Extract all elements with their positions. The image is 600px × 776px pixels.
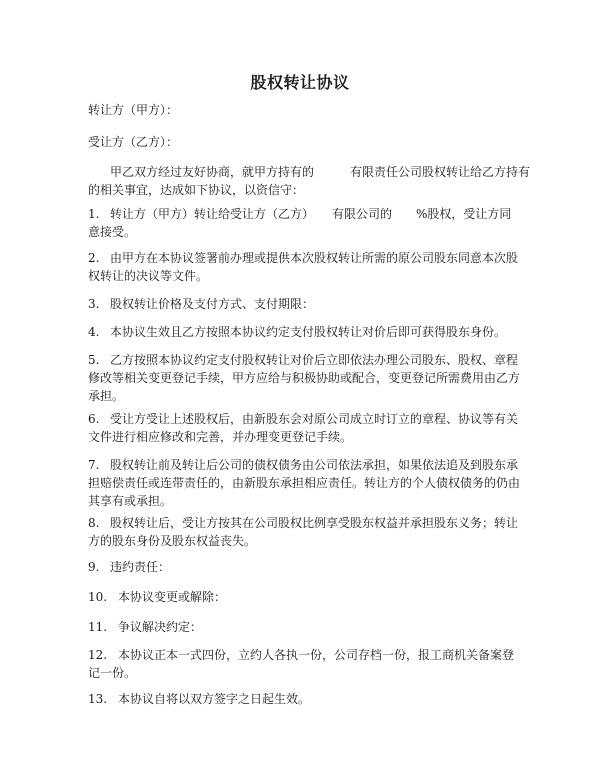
clause-number: 5. (88, 353, 100, 367)
clause-text: 违约责任： (110, 560, 171, 574)
clause-text: 本协议生效且乙方按照本协议约定支付股权转让对价后即可获得股东身份。 (110, 325, 507, 339)
clause-text: 权转让的决议等文件。 (88, 269, 209, 283)
clause-text: 记一份。 (88, 666, 137, 680)
clause-number: 10. (88, 590, 108, 604)
clause-text: 转让方（甲方）转让给受让方（乙方） 有限公司的 %股权，受让方同 (110, 207, 512, 221)
intro-paragraph (88, 163, 531, 199)
clause-text: 本协议变更或解除： (118, 590, 227, 604)
clause-number: 12. (88, 648, 108, 662)
clause-number: 8. (88, 516, 100, 530)
transferee-label: 受让方（乙方）： (88, 135, 179, 149)
clause-5 (88, 351, 521, 405)
clause-2 (88, 249, 518, 285)
transferor-label: 转让方（甲方）： (88, 103, 179, 117)
clause-4 (88, 323, 518, 341)
clause-number: 3. (88, 297, 100, 311)
clause-number: 6. (88, 412, 100, 426)
clause-text: 其享有或承担。 (88, 494, 173, 508)
intro-line-2: 的相关事宜，达成如下协议，以资信守： (88, 183, 305, 197)
clause-text: 本协议正本一式四份，立约人各执一份，公司存档一份，报工商机关备案登 (118, 648, 515, 662)
clause-text: 争议解决约定： (118, 620, 203, 634)
clause-text: 股权转让前及转让后公司的债权债务由公司依法承担，如果依法追及到股东承 (110, 458, 519, 472)
clause-number: 9. (88, 560, 100, 574)
clause-6 (88, 410, 518, 446)
clause-text: 本协议自将以双方签字之日起生效。 (118, 692, 311, 706)
document-title: 股权转让协议 (250, 73, 350, 92)
clause-10 (88, 588, 518, 606)
clause-number: 4. (88, 325, 100, 339)
clause-8 (88, 514, 518, 550)
clause-number: 2. (88, 251, 100, 265)
clause-11 (88, 618, 518, 636)
clause-text: 股权转让价格及支付方式、支付期限： (110, 297, 315, 311)
clause-3 (88, 295, 518, 313)
clause-text: 乙方按照本协议约定支付股权转让对价后立即依法办理公司股东、股权、章程 (110, 353, 519, 367)
clause-number: 1. (88, 207, 100, 221)
clause-text: 股权转让后，受让方按其在公司股权比例享受股东权益并承担股东义务；转让 (110, 516, 519, 530)
clause-number: 11. (88, 620, 108, 634)
clause-number: 13. (88, 692, 108, 706)
clause-text: 修改等相关变更登记手续，甲方应给与积极协助或配合，变更登记所需费用由乙方 (88, 371, 521, 385)
clause-text: 方的股东身份及股东权益丧失。 (88, 534, 257, 548)
clause-text: 受让方受让上述股权后，由新股东会对原公司成立时订立的章程、协议等有关 (110, 412, 519, 426)
clause-text: 文件进行相应修改和完善，并办理变更登记手续。 (88, 430, 353, 444)
intro-line-1: 甲乙双方经过友好协商，就甲方持有的 有限责任公司股权转让给乙方持有 (110, 165, 531, 179)
clause-number: 7. (88, 458, 100, 472)
clause-text: 承担。 (88, 389, 125, 403)
clause-13 (88, 690, 518, 708)
clause-text: 意接受。 (88, 225, 137, 239)
clause-7 (88, 456, 521, 510)
clause-1 (88, 205, 518, 241)
clause-9 (88, 558, 518, 576)
clause-12 (88, 646, 518, 682)
clause-text: 由甲方在本协议签署前办理或提供本次股权转让所需的原公司股东同意本次股 (110, 251, 519, 265)
clause-text: 担赔偿责任或连带责任的，由新股东承担相应责任。转让方的个人债权债务的仍由 (88, 476, 521, 490)
